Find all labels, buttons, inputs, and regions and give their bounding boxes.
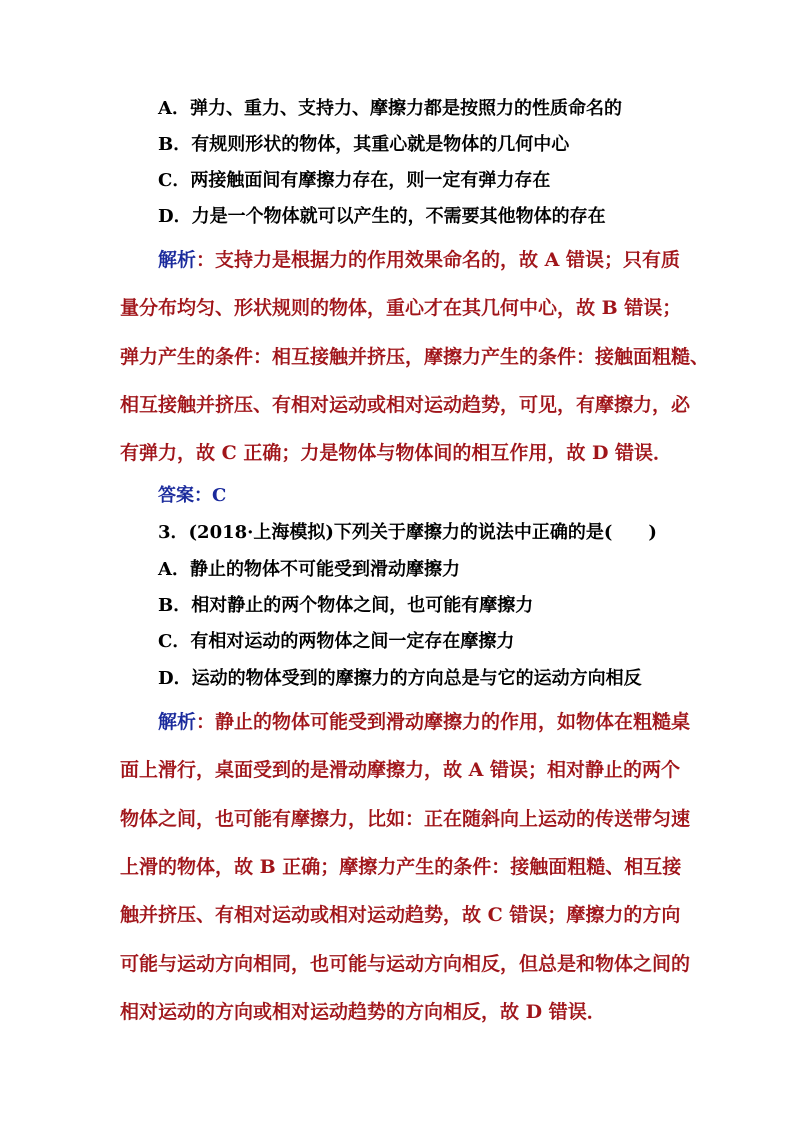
q2-option-a: A．弹力、重力、支持力、摩擦力都是按照力的性质命名的 — [158, 98, 622, 119]
q3-explanation-line-4: 上滑的物体，故 B 正确；摩擦力产生的条件：接触面粗糙、相互接 — [120, 856, 682, 878]
q3-option-c: C．有相对运动的两物体之间一定存在摩擦力 — [158, 631, 515, 652]
q3-explanation-line-6: 可能与运动方向相同，也可能与运动方向相反，但总是和物体之间的 — [120, 953, 691, 975]
q2-explanation-line-4: 相互接触并挤压、有相对运动或相对运动趋势，可见，有摩擦力，必 — [120, 394, 691, 416]
q2-answer — [158, 484, 794, 508]
q2-explanation-line-5: 有弹力，故 C 正确；力是物体与物体间的相互作用，故 D 错误． — [120, 442, 673, 464]
q2-explanation-line-2: 量分布均匀、形状规则的物体，重心才在其几何中心，故 B 错误； — [120, 297, 682, 319]
q2-explanation-label: 解析 — [158, 249, 197, 271]
q3-explanation-line-5: 触并挤压、有相对运动或相对运动趋势，故 C 错误；摩擦力的方向 — [120, 904, 681, 926]
q3-explanation-line-7: 相对运动的方向或相对运动趋势的方向相反，故 D 错误． — [120, 1001, 606, 1023]
q3-explanation-line-1: 解析：静止的物体可能受到滑动摩擦力的作用，如物体在粗糙桌 — [158, 711, 691, 733]
q2-explanation-line-3: 弹力产生的条件：相互接触并挤压，摩擦力产生的条件：接触面粗糙、 — [120, 346, 710, 368]
q3-stem: 3．(2018·上海模拟)下列关于摩擦力的说法中正确的是( ) — [158, 522, 657, 543]
q3-option-a: A．静止的物体不可能受到滑动摩擦力 — [158, 559, 460, 580]
q3-explanation-line-3: 物体之间，也可能有摩擦力，比如：正在随斜向上运动的传送带匀速 — [120, 808, 691, 830]
q2-option-c: C．两接触面间有摩擦力存在，则一定有弹力存在 — [158, 170, 551, 191]
q2-explanation-line-1: 解析：支持力是根据力的作用效果命名的，故 A 错误；只有质 — [158, 249, 680, 271]
q3-option-d: D．运动的物体受到的摩擦力的方向总是与它的运动方向相反 — [158, 668, 642, 689]
q2-answer-value: ：C — [194, 485, 227, 506]
q3-explanation-label: 解析 — [158, 711, 197, 733]
q2-option-d: D．力是一个物体就可以产生的，不需要其他物体的存在 — [158, 206, 606, 227]
q3-option-b: B．相对静止的两个物体之间，也可能有摩擦力 — [158, 595, 534, 616]
q2-option-b: B．有规则形状的物体，其重心就是物体的几何中心 — [158, 134, 570, 155]
q3-explanation-line-2: 面上滑行，桌面受到的是滑动摩擦力，故 A 错误；相对静止的两个 — [120, 759, 680, 781]
q2-answer-label: 答案 — [158, 485, 194, 506]
